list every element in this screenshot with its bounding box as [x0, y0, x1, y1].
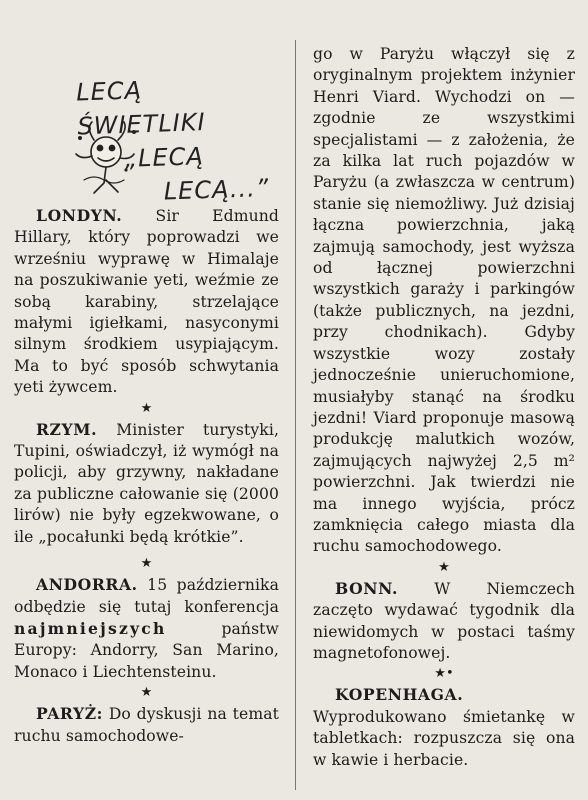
article-paryz-lead: PARYŻ: — [36, 704, 104, 724]
separator-star: ★ — [140, 400, 153, 416]
masthead-line-2: „LECĄ — [124, 142, 205, 173]
masthead — [14, 0, 279, 210]
article-londyn — [14, 205, 279, 399]
article-rzym-text: Minister turystyki, Tupini, oświadczył, iż wymógł na policji, aby grzywny, nakładane za publiczne całowanie się (2000 lirów) nie były egzekwowane, o ile „pocałunki będą krótkie”. — [14, 420, 280, 546]
masthead-line-1: LECĄ ŚWIETLIKI — [75, 76, 207, 141]
left-column — [14, 0, 279, 800]
article-andorra-spaced: najmniejszych — [14, 618, 167, 638]
masthead-line-3: LECĄ...” — [163, 173, 270, 206]
right-column-text — [313, 44, 575, 771]
article-paryz-text-left: Do dyskusji na temat ruchu samochodowe- — [14, 705, 279, 745]
article-londyn-text: Sir Edmund Hillary, który poprowadzi we wrześniu wyprawę w Himalaje na poszukiwanie yeti, weźmie ze sobą karabiny, strzelające małymi igiełkami, nasyconymi silnym środkiem usypiającym. Ma to być sposób schwytania yeti żywcem. — [14, 207, 279, 397]
article-andorra-text-a: 15 października odbędzie się tutaj konferencja — [14, 576, 279, 616]
separator-star-dot: ★• — [434, 666, 454, 682]
article-paryz-continued: go w Paryżu włączył się z oryginalnym projektem inżynier Henri Viard. Wychodzi on — zgodnie ze wszystkimi specjalistami — z założenia, że za kilka lat ruch pojazdów w Paryżu (a zwłaszcza w centrum) stanie się niemożliwy. Już dzisiaj łączna powierzchnia, jaką zajmują samochody, jest wyższa od łącznej powierzchni wszystkich garaży i parkingów (także publicznych, na jezdni, przy chodnikach). Gdyby wszystkie wozy zostały jednocześnie unieruchomione, musiałyby stanąć na środku jezdni! Viard proponuje masową produkcję malutkich wozów, zajmujących najwyżej 2,5 m² powierzchni. Jak twierdzi nie ma innego wyjścia, prócz zamknięcia całego miasta dla ruchu samochodowego. — [313, 45, 575, 556]
article-londyn-lead: LONDYN. — [36, 206, 123, 225]
article-bonn-text: W Niemczech zaczęto wydawać tygodnik dla niewidomych w postaci taśmy magnetofonowej. — [313, 579, 575, 662]
article-paryz-start — [14, 703, 279, 747]
article-bonn — [313, 578, 575, 665]
article-bonn-lead: BONN. — [335, 578, 398, 598]
article-rzym — [14, 419, 279, 548]
article-kopenhaga-lead: KOPENHAGA. — [335, 685, 464, 705]
column-divider — [295, 40, 296, 790]
article-andorra-lead: ANDORRA. — [36, 575, 138, 595]
masthead-title — [76, 69, 281, 212]
article-kopenhaga-text: Wyprodukowano śmietankę w tabletkach: rozpuszcza się ona w kawie i herbacie. — [313, 707, 575, 769]
separator-star: ★ — [140, 556, 153, 572]
separator-star: ★ — [438, 559, 450, 575]
article-andorra — [14, 574, 279, 683]
article-andorra-text-b: państw Europy: Andorry, San Marino, Monaco i Liechtensteinu. — [14, 619, 279, 681]
right-column — [313, 44, 575, 800]
article-kopenhaga — [313, 684, 575, 771]
left-column-text — [14, 205, 279, 747]
separator-star: ★ — [140, 685, 153, 701]
article-rzym-lead: RZYM. — [36, 419, 98, 439]
